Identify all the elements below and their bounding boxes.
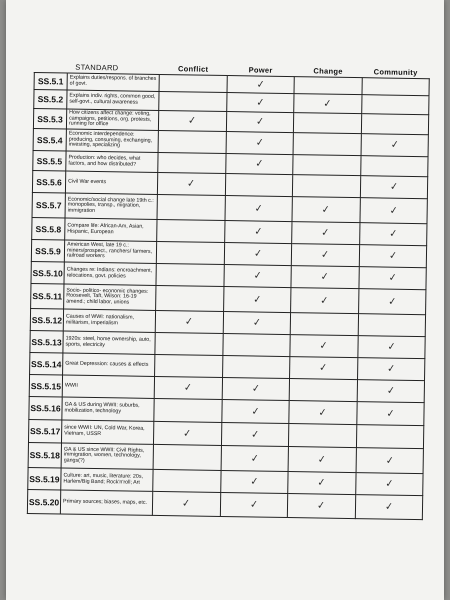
change-cell [289, 379, 357, 402]
power-cell [225, 196, 293, 222]
power-header: Power [248, 64, 273, 75]
checkmark-icon: ✓ [319, 340, 329, 352]
power-cell [222, 333, 290, 356]
standard-code: SS.5.5 [33, 150, 66, 171]
standard-description: Production: who decides, what factors, and how distributed? [66, 151, 158, 172]
change-cell [294, 94, 362, 114]
checkmark-icon: ✓ [385, 407, 395, 420]
standard-code: SS.5.2 [34, 90, 67, 110]
conflict-cell [159, 74, 227, 92]
checkmark-icon: ✓ [249, 452, 260, 465]
standard-code: SS.5.17 [28, 419, 61, 443]
standard-code: SS.5.15 [29, 374, 62, 397]
change-cell [293, 133, 361, 156]
standard-code: SS.5.19 [28, 467, 61, 490]
checkmark-icon: ✓ [252, 293, 262, 306]
power-cell [226, 112, 294, 133]
standard-description: Culture: art, music, literature: 20s, Harlem/Big Band; Rock'n'roll; Art [61, 468, 153, 491]
checkmark-icon: ✓ [187, 115, 197, 127]
conflict-cell [152, 491, 220, 516]
standard-description: Economic/social change late 19th c.: monopolies, transp., migration, immigration [65, 193, 157, 219]
checkmark-icon: ✓ [389, 139, 400, 152]
checkmark-icon: ✓ [318, 362, 329, 374]
conflict-cell [157, 219, 225, 242]
change-cell [287, 494, 355, 519]
checkmark-icon: ✓ [388, 228, 398, 241]
checkmark-icon: ✓ [181, 498, 191, 510]
conflict-cell [156, 241, 224, 264]
change-cell [291, 288, 359, 314]
power-cell [224, 221, 292, 244]
power-cell [221, 445, 289, 471]
conflict-cell [156, 285, 224, 311]
checkmark-icon: ✓ [387, 295, 397, 308]
community-header: Community [373, 66, 418, 77]
checkmark-icon: ✓ [387, 272, 398, 285]
checkmark-icon: ✓ [182, 427, 193, 440]
change-cell [290, 313, 358, 336]
standard-code: SS.5.11 [31, 283, 64, 309]
community-cell [356, 402, 424, 426]
checkmark-icon: ✓ [316, 500, 326, 512]
checkmark-icon: ✓ [389, 181, 399, 194]
change-cell [288, 472, 356, 495]
checkmark-icon: ✓ [317, 453, 327, 466]
checkmark-icon: ✓ [249, 499, 259, 511]
checkmark-icon: ✓ [183, 382, 193, 394]
checkmark-icon: ✓ [384, 478, 394, 490]
conflict-cell [153, 421, 221, 445]
community-cell [359, 245, 427, 268]
checkmark-icon: ✓ [388, 250, 398, 263]
conflict-cell [154, 376, 222, 399]
standards-body [27, 73, 429, 520]
checkmark-icon: ✓ [254, 158, 264, 170]
standard-description: Socio- politico- economic changes: Roosevelt, Taft, Wilson: 16-19 amend.; child labor, unions [64, 284, 156, 310]
community-cell [359, 223, 427, 246]
table-row [27, 489, 422, 519]
checkmark-icon: ✓ [249, 476, 259, 488]
standard-description: Great Depression: causes & effects [63, 353, 155, 376]
change-cell [292, 222, 360, 245]
checkmark-icon: ✓ [321, 203, 331, 216]
community-cell [355, 495, 423, 520]
change-cell [291, 266, 359, 289]
checkmark-icon: ✓ [320, 271, 330, 283]
standard-code: SS.5.6 [32, 170, 65, 193]
conflict-cell [153, 469, 221, 492]
standard-code: SS.5.9 [31, 239, 64, 262]
community-cell [360, 156, 428, 177]
conflict-cell [157, 172, 225, 195]
standard-code: SS.5.8 [32, 217, 65, 240]
checkmark-icon: ✓ [388, 204, 399, 217]
standard-description: Primary sources; biases, maps, etc. [60, 490, 152, 515]
conflict-cell [158, 130, 226, 153]
standard-code: SS.5.7 [32, 192, 65, 218]
power-cell [220, 470, 288, 493]
checkmark-icon: ✓ [320, 227, 331, 239]
checkmark-icon: ✓ [386, 341, 396, 353]
community-cell [361, 134, 429, 157]
power-cell [226, 93, 294, 113]
standard-code: SS.5.3 [33, 109, 66, 130]
power-cell [221, 399, 289, 423]
checkmark-icon: ✓ [255, 78, 266, 91]
standard-description: How citizens affect change: voting, campaigns, petitions, org. protests, running for office [66, 109, 158, 130]
checkmark-icon: ✓ [253, 226, 263, 238]
standard-description: Explains indiv. rights, common good, self-govt., cultural awareness [67, 90, 159, 110]
community-cell [358, 289, 426, 315]
change-cell [288, 447, 356, 473]
community-cell [356, 448, 424, 474]
checkmark-icon: ✓ [316, 477, 327, 489]
standard-description: WWII [62, 375, 154, 398]
community-cell [358, 314, 426, 337]
checkmark-icon: ✓ [250, 428, 260, 441]
community-cell [356, 425, 424, 449]
checkmark-icon: ✓ [318, 406, 328, 419]
power-cell [222, 355, 290, 378]
checkmark-icon: ✓ [253, 248, 263, 260]
change-cell [293, 113, 361, 134]
change-cell [290, 357, 358, 380]
standard-code: SS.5.1 [34, 73, 67, 91]
conflict-cell [154, 398, 222, 422]
checkmark-icon: ✓ [251, 317, 262, 329]
conflict-cell [158, 152, 226, 173]
standard-code: SS.5.12 [30, 308, 63, 331]
change-cell [293, 155, 361, 176]
community-cell [355, 473, 423, 496]
checkmark-icon: ✓ [386, 363, 396, 375]
power-cell [223, 265, 291, 288]
change-cell [292, 175, 360, 198]
standard-description: American West, late 19 c.: miners/prospect., ranchers/ farmers, railroad workers [64, 240, 156, 263]
conflict-cell [159, 91, 227, 111]
community-cell [361, 95, 429, 115]
conflict-cell [156, 263, 224, 286]
change-cell [288, 424, 356, 448]
standard-description: Causes of WWI: nationalism, militarism, imperialism [63, 309, 155, 332]
standard-code: SS.5.13 [30, 330, 63, 353]
checkmark-icon: ✓ [250, 383, 261, 395]
community-cell [360, 176, 428, 199]
conflict-cell [153, 444, 221, 470]
standard-description: GA & US during WWII: suburbs, mobilization, technology [62, 397, 154, 421]
checkmark-icon: ✓ [253, 202, 264, 215]
change-cell [289, 401, 357, 425]
checkmark-icon: ✓ [252, 270, 263, 282]
checkmark-icon: ✓ [186, 178, 196, 190]
standard-code: SS.5.20 [27, 489, 60, 514]
power-cell [224, 243, 292, 266]
checkmark-icon: ✓ [254, 137, 265, 149]
checkmark-icon: ✓ [322, 97, 333, 110]
standard-description: Compare life: African-Am, Asian, Hispanic, European [65, 218, 157, 241]
standard-description: Civil War events [65, 171, 157, 194]
standard-description: Changes re: Indians: encroachment, relocations, govt. policies [64, 262, 156, 285]
standard-description: Explains duties/respons. of branches of govt. [67, 73, 159, 91]
conflict-header: Conflict [177, 63, 209, 74]
checkmark-icon: ✓ [319, 294, 330, 307]
power-cell [220, 492, 288, 517]
standard-description: Economic interdependence: producing, consuming, exchanging, investing, specializing [66, 129, 158, 152]
standard-code: SS.5.10 [31, 261, 64, 284]
checkmark-icon: ✓ [255, 116, 265, 128]
power-cell [223, 287, 291, 313]
conflict-cell [157, 194, 225, 220]
power-cell [227, 76, 295, 94]
standard-code: SS.5.14 [30, 352, 63, 375]
conflict-cell [155, 354, 223, 377]
community-cell [361, 114, 429, 135]
conflict-cell [155, 332, 223, 355]
change-header: Change [313, 65, 343, 76]
power-cell [223, 312, 291, 335]
standard-code: SS.5.18 [28, 442, 61, 468]
standards-table [27, 60, 430, 520]
community-cell [358, 267, 426, 290]
checkmark-icon: ✓ [385, 385, 396, 397]
community-cell [362, 78, 430, 96]
power-cell [222, 377, 290, 400]
checkmark-icon: ✓ [320, 249, 330, 261]
standard-header: STANDARD [75, 62, 119, 72]
standard-code: SS.5.16 [29, 396, 62, 420]
standard-description: since WWII: UN, Cold War, Korea, Vietnam, USSR [61, 420, 153, 444]
paper-sheet [6, 0, 444, 600]
power-cell [221, 422, 289, 446]
standard-code: SS.5.4 [33, 128, 66, 151]
standard-description: GA & US since WWII: Civil Rights, immigration, women, technology, gangs(?) [61, 443, 153, 469]
community-cell [360, 198, 428, 224]
checkmark-icon: ✓ [255, 96, 265, 109]
community-cell [357, 358, 425, 381]
standard-description: 1920s: steel, home ownership, auto, sports, electricity [63, 331, 155, 354]
conflict-cell [158, 110, 226, 131]
power-cell [225, 154, 293, 175]
checkmark-icon: ✓ [250, 405, 260, 418]
community-cell [357, 336, 425, 359]
standards-table-sheet [26, 60, 429, 566]
change-cell [291, 244, 359, 267]
checkmark-icon: ✓ [184, 316, 194, 328]
conflict-cell [155, 310, 223, 333]
change-cell [294, 77, 362, 95]
community-cell [357, 380, 425, 403]
power-cell [226, 132, 294, 155]
checkmark-icon: ✓ [384, 454, 395, 467]
checkmark-icon: ✓ [384, 501, 394, 513]
power-cell [225, 174, 293, 197]
change-cell [290, 335, 358, 358]
change-cell [292, 197, 360, 223]
